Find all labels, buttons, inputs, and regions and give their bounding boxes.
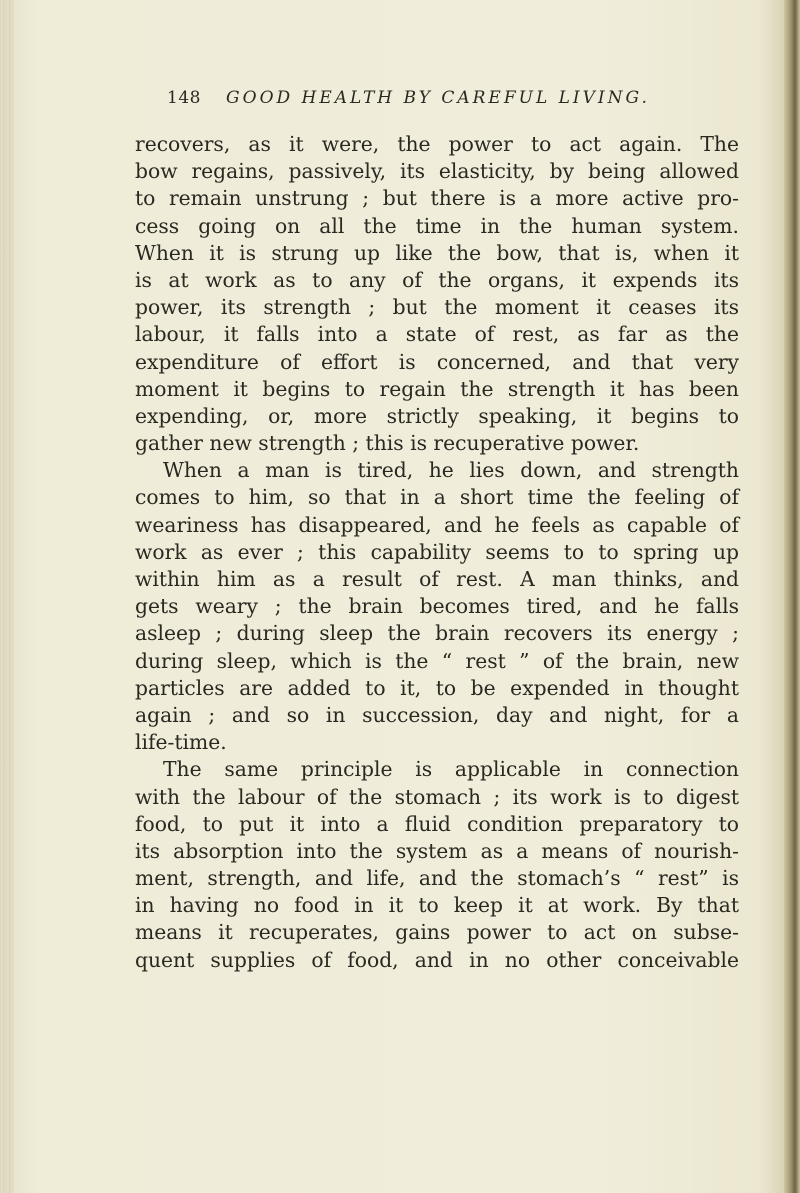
text-line: in having no food in it to keep it at work. By that	[135, 893, 739, 918]
text-line: gather new strength ; this is recuperative power.	[135, 431, 640, 456]
text-line: comes to him, so that in a short time the feeling of	[135, 485, 739, 510]
page-header	[167, 88, 757, 118]
page-number: 148	[167, 88, 201, 108]
text-line: quent supplies of food, and in no other conceivable	[135, 947, 739, 972]
text-line: expending, or, more strictly speaking, it begins to	[135, 403, 739, 428]
text-line: cess going on all the time in the human system.	[135, 213, 739, 238]
text-line: its absorption into the system as a means of nourish-	[135, 838, 739, 863]
text-line: expenditure of effort is concerned, and that very	[135, 349, 739, 374]
page-edge-shadow	[784, 0, 800, 1193]
text-line: again ; and so in succession, day and night, for a	[135, 702, 739, 727]
text-line: food, to put it into a fluid condition preparatory to	[135, 811, 739, 836]
text-line: recovers, as it were, the power to act again. The	[135, 132, 739, 156]
text-line: asleep ; during sleep the brain recovers its energy ;	[135, 621, 739, 646]
page-gutter-shadow	[0, 0, 14, 1193]
text-line: ment, strength, and life, and the stomach’s “ rest” is	[135, 866, 739, 891]
text-line: within him as a result of rest. A man thinks, and	[135, 567, 739, 591]
text-line: work as ever ; this capability seems to to spring up	[135, 539, 739, 564]
text-line: means it recuperates, gains power to act on subse-	[135, 920, 739, 945]
text-line: life-time.	[135, 730, 227, 755]
text-line: power, its strength ; but the moment it ceases its	[135, 295, 739, 320]
text-line: to remain unstrung ; but there is a more active pro-	[135, 186, 739, 211]
text-line: moment it begins to regain the strength it has been	[135, 376, 739, 401]
text-line: is at work as to any of the organs, it expends its	[135, 267, 739, 292]
text-line: during sleep, which is the “ rest ” of the brain, new	[135, 648, 739, 673]
text-line: weariness has disappeared, and he feels as capable of	[135, 512, 739, 537]
text-line: labour, it falls into a state of rest, as far as the	[135, 322, 739, 347]
text-line: particles are added to it, to be expended in thought	[135, 675, 739, 700]
text-line: When it is strung up like the bow, that is, when it	[135, 240, 739, 265]
running-title: GOOD HEALTH BY CAREFUL LIVING.	[226, 88, 650, 108]
text-line: with the labour of the stomach ; its work is to digest	[135, 784, 739, 809]
text-line: The same principle is applicable in connection	[163, 757, 739, 782]
text-line: gets weary ; the brain becomes tired, and he falls	[135, 594, 739, 619]
text-line: bow regains, passively, its elasticity, by being allowed	[135, 159, 739, 184]
text-line: When a man is tired, he lies down, and strength	[163, 458, 739, 483]
body-text	[135, 131, 739, 974]
